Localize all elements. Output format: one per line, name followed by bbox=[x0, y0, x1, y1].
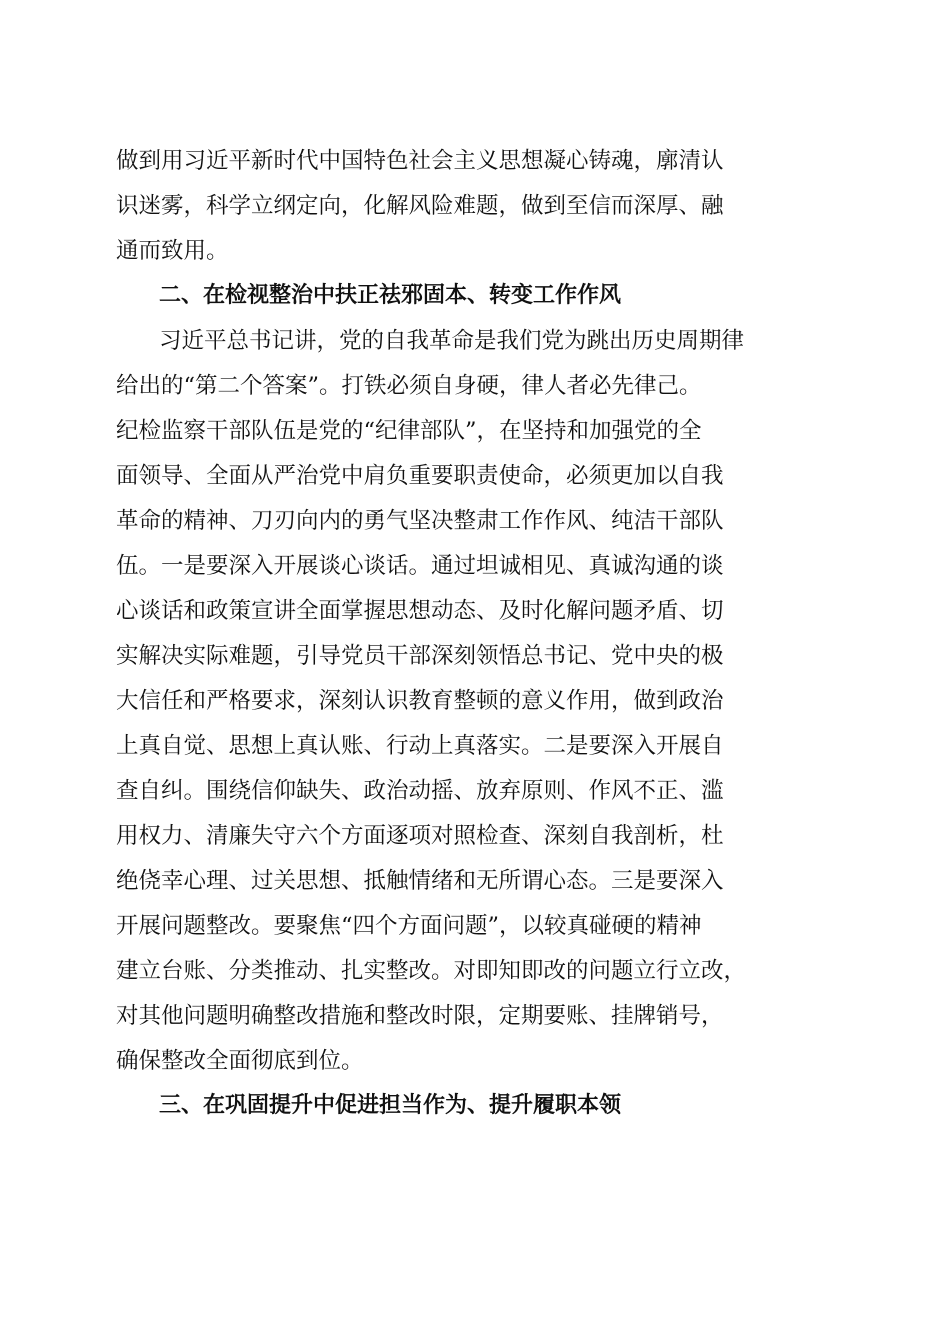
paragraph-line: 建立台账、分类推动、扎实整改。对即知即改的问题立行立改， bbox=[116, 958, 747, 984]
paragraph-line: 实解决实际难题，引导党员干部深刻领悟总书记、党中央的极 bbox=[116, 643, 724, 669]
paragraph-line: 用权力、清廉失守六个方面逐项对照检查、深刻自我剖析，杜 bbox=[116, 823, 724, 849]
paragraph-line: 绝侥幸心理、过关思想、抵触情绪和无所谓心态。三是要深入 bbox=[116, 868, 724, 894]
paragraph-line: 给出的“第二个答案”。打铁必须自身硬，律人者必先律己。 bbox=[116, 373, 702, 399]
paragraph-line: 上真自觉、思想上真认账、行动上真落实。二是要深入开展自 bbox=[116, 733, 724, 759]
paragraph-line: 对其他问题明确整改措施和整改时限，定期要账、挂牌销号， bbox=[116, 1003, 724, 1029]
section-heading-3: 三、在巩固提升中促进担当作为、提升履职本领 bbox=[159, 1093, 622, 1118]
paragraph-line: 通而致用。 bbox=[116, 238, 229, 264]
paragraph-line: 革命的精神、刀刃向内的勇气坚决整肃工作作风、纯洁干部队 bbox=[116, 508, 724, 534]
paragraph-line: 确保整改全面彻底到位。 bbox=[116, 1048, 364, 1074]
paragraph-line: 心谈话和政策宣讲全面掌握思想动态、及时化解问题矛盾、切 bbox=[116, 598, 724, 624]
paragraph-line: 大信任和严格要求，深刻认识教育整顿的意义作用，做到政治 bbox=[116, 688, 724, 714]
paragraph-line: 识迷雾，科学立纲定向，化解风险难题，做到至信而深厚、融 bbox=[116, 193, 724, 219]
paragraph-line: 开展问题整改。要聚焦“四个方面问题”，以较真碰硬的精神 bbox=[116, 913, 702, 939]
paragraph-line: 伍。一是要深入开展谈心谈话。通过坦诚相见、真诚沟通的谈 bbox=[116, 553, 724, 579]
paragraph-line: 面领导、全面从严治党中肩负重要职责使命，必须更加以自我 bbox=[116, 463, 724, 489]
paragraph-line: 习近平总书记讲，党的自我革命是我们党为跳出历史周期律 bbox=[159, 328, 745, 354]
paragraph-line: 纪检监察干部队伍是党的“纪律部队”，在坚持和加强党的全 bbox=[116, 418, 702, 444]
paragraph-line: 查自纠。围绕信仰缺失、政治动摇、放弃原则、作风不正、滥 bbox=[116, 778, 724, 804]
paragraph-line: 做到用习近平新时代中国特色社会主义思想凝心铸魂，廓清认 bbox=[116, 148, 724, 174]
section-heading-2: 二、在检视整治中扶正祛邪固本、转变工作作风 bbox=[159, 283, 622, 308]
